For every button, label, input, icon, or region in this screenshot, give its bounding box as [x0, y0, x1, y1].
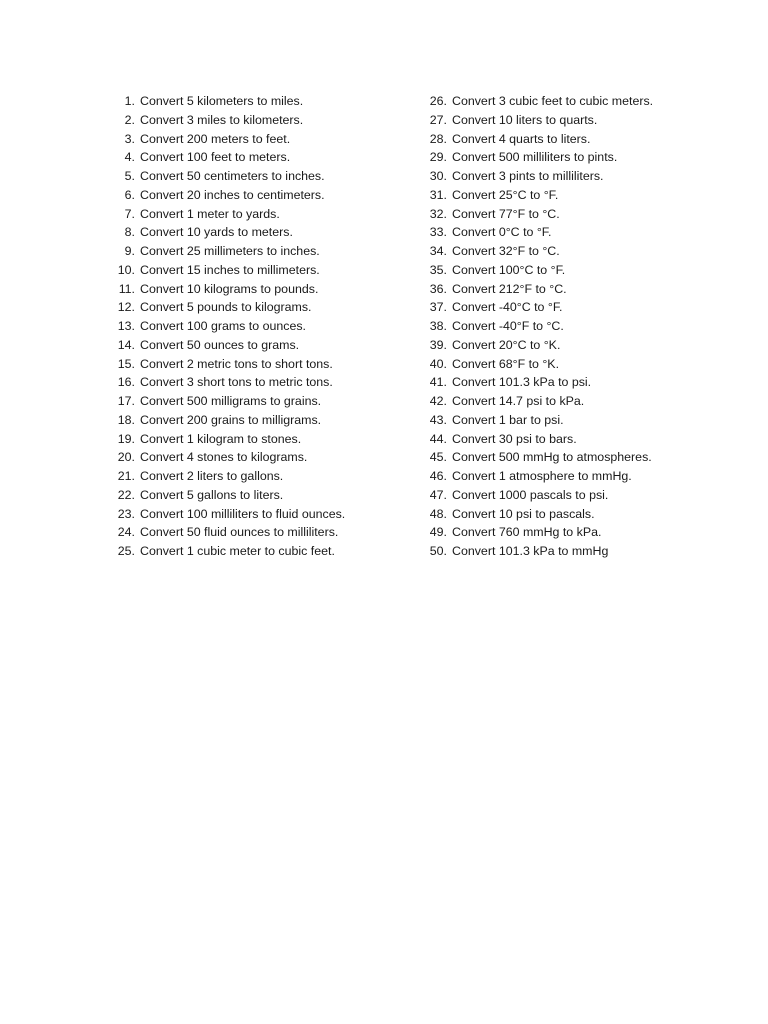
- question-number: 4.: [124, 150, 135, 165]
- question-text: Convert 2 liters to gallons.: [140, 469, 284, 483]
- question-item: [416, 92, 716, 111]
- question-text: Convert 14.7 psi to kPa.: [452, 394, 585, 408]
- question-item: [416, 430, 716, 449]
- question-text: Convert 500 milliliters to pints.: [452, 150, 618, 165]
- question-item: [100, 486, 400, 505]
- question-number: 25.: [117, 544, 135, 558]
- question-item: [416, 111, 716, 130]
- question-item: [100, 448, 400, 467]
- question-text: Convert 25°C to °F.: [452, 187, 559, 202]
- question-number: 15.: [117, 356, 135, 371]
- question-number: 1.: [124, 94, 135, 108]
- question-number: 5.: [124, 169, 135, 183]
- question-text: Convert 10 yards to meters.: [140, 225, 293, 240]
- question-item: [416, 242, 716, 261]
- question-item: [416, 523, 716, 542]
- question-item: [100, 392, 400, 411]
- question-item: [416, 542, 716, 561]
- question-number: 43.: [429, 412, 447, 427]
- question-text: Convert 101.3 kPa to psi.: [452, 375, 592, 390]
- question-item: [100, 317, 400, 336]
- question-number: 8.: [124, 225, 135, 240]
- question-item: [100, 92, 400, 111]
- question-number: 19.: [117, 431, 135, 446]
- question-number: 6.: [124, 187, 135, 202]
- question-number: 11.: [118, 281, 135, 296]
- question-item: [100, 430, 400, 449]
- question-text: Convert 500 milligrams to grains.: [140, 394, 322, 408]
- question-item: [100, 336, 400, 355]
- question-number: 16.: [117, 375, 135, 390]
- question-number: 29.: [429, 150, 447, 165]
- question-text: Convert 760 mmHg to kPa.: [452, 525, 602, 540]
- question-item: [100, 186, 400, 205]
- question-item: [416, 336, 716, 355]
- question-number: 44.: [429, 431, 447, 446]
- question-text: Convert -40°F to °C.: [452, 319, 564, 333]
- question-number: 14.: [117, 337, 135, 352]
- question-item: [100, 261, 400, 280]
- question-item: [416, 223, 716, 242]
- question-number: 21.: [117, 469, 135, 483]
- question-text: Convert 4 stones to kilograms.: [140, 450, 308, 465]
- question-item: [416, 186, 716, 205]
- question-number: 17.: [117, 394, 135, 408]
- question-item: [416, 486, 716, 505]
- question-number: 24.: [117, 525, 135, 540]
- question-text: Convert 1000 pascals to psi.: [452, 487, 609, 502]
- question-item: [100, 205, 400, 224]
- question-number: 36.: [429, 281, 447, 296]
- question-item: [416, 317, 716, 336]
- question-number: 13.: [117, 319, 135, 333]
- question-number: 27.: [429, 112, 447, 127]
- question-text: Convert 10 kilograms to pounds.: [140, 281, 319, 296]
- question-number: 7.: [124, 206, 135, 221]
- question-item: [100, 298, 400, 317]
- question-number: 10.: [117, 262, 135, 277]
- question-number: 33.: [429, 225, 447, 240]
- question-text: Convert 1 meter to yards.: [140, 206, 280, 221]
- question-text: Convert 2 metric tons to short tons.: [140, 356, 333, 371]
- question-item: [416, 148, 716, 167]
- question-number: 20.: [117, 450, 135, 465]
- question-text: Convert 0°C to °F.: [452, 225, 552, 240]
- question-item: [100, 280, 400, 299]
- question-item: [100, 505, 400, 524]
- question-number: 45.: [429, 450, 447, 465]
- question-text: Convert 5 gallons to liters.: [140, 487, 284, 502]
- question-text: Convert 20 inches to centimeters.: [140, 187, 325, 202]
- question-text: Convert 4 quarts to liters.: [452, 131, 591, 146]
- question-text: Convert 5 pounds to kilograms.: [140, 300, 312, 315]
- question-text: Convert 200 grains to milligrams.: [140, 412, 322, 427]
- question-item: [100, 167, 400, 186]
- question-item: [416, 298, 716, 317]
- question-item: [100, 223, 400, 242]
- question-text: Convert 200 meters to feet.: [140, 131, 291, 146]
- question-item: [100, 130, 400, 149]
- question-item: [416, 280, 716, 299]
- question-text: Convert 500 mmHg to atmospheres.: [452, 450, 652, 465]
- question-item: [416, 505, 716, 524]
- question-text: Convert 5 kilometers to miles.: [140, 94, 304, 108]
- question-item: [100, 467, 400, 486]
- question-number: 22.: [117, 487, 135, 502]
- question-number: 28.: [429, 131, 447, 146]
- question-text: Convert 1 cubic meter to cubic feet.: [140, 544, 335, 558]
- question-text: Convert 10 psi to pascals.: [452, 506, 595, 521]
- question-text: Convert -40°C to °F.: [452, 300, 563, 315]
- question-text: Convert 10 liters to quarts.: [452, 112, 598, 127]
- question-item: [416, 355, 716, 374]
- question-number: 46.: [429, 469, 447, 483]
- question-text: Convert 100 feet to meters.: [140, 150, 291, 165]
- question-text: Convert 101.3 kPa to mmHg: [452, 544, 609, 558]
- question-text: Convert 20°C to °K.: [452, 337, 561, 352]
- question-number: 2.: [124, 112, 135, 127]
- question-number: 35.: [429, 262, 447, 277]
- question-number: 47.: [429, 487, 447, 502]
- question-text: Convert 3 miles to kilometers.: [140, 112, 304, 127]
- question-text: Convert 3 cubic feet to cubic meters.: [452, 94, 654, 108]
- question-item: [416, 167, 716, 186]
- question-text: Convert 50 ounces to grams.: [140, 337, 300, 352]
- question-number: 31.: [429, 187, 447, 202]
- question-number: 34.: [429, 244, 447, 258]
- question-number: 42.: [429, 394, 447, 408]
- questions-right-column: [416, 92, 716, 561]
- question-item: [416, 205, 716, 224]
- question-item: [416, 467, 716, 486]
- question-number: 48.: [429, 506, 447, 521]
- question-item: [416, 392, 716, 411]
- question-item: [416, 411, 716, 430]
- question-item: [100, 542, 400, 561]
- question-number: 38.: [429, 319, 447, 333]
- question-text: Convert 50 centimeters to inches.: [140, 169, 325, 183]
- question-text: Convert 212°F to °C.: [452, 281, 567, 296]
- question-number: 49.: [429, 525, 447, 540]
- question-text: Convert 100 milliliters to fluid ounces.: [140, 506, 346, 521]
- question-number: 9.: [124, 244, 135, 258]
- question-item: [100, 411, 400, 430]
- question-text: Convert 3 pints to milliliters.: [452, 169, 604, 183]
- question-item: [416, 130, 716, 149]
- question-number: 18.: [117, 412, 135, 427]
- question-number: 32.: [429, 206, 447, 221]
- question-item: [100, 373, 400, 392]
- question-text: Convert 15 inches to millimeters.: [140, 262, 320, 277]
- question-item: [100, 355, 400, 374]
- question-item: [416, 261, 716, 280]
- question-text: Convert 30 psi to bars.: [452, 431, 577, 446]
- question-text: Convert 3 short tons to metric tons.: [140, 375, 333, 390]
- question-number: 30.: [429, 169, 447, 183]
- question-text: Convert 100°C to °F.: [452, 262, 566, 277]
- question-text: Convert 100 grams to ounces.: [140, 319, 306, 333]
- question-number: 50.: [429, 544, 447, 558]
- questions-left-column: [100, 92, 400, 561]
- question-item: [100, 111, 400, 130]
- question-text: Convert 68°F to °K.: [452, 356, 560, 371]
- question-item: [416, 448, 716, 467]
- question-item: [416, 373, 716, 392]
- question-item: [100, 523, 400, 542]
- question-number: 37.: [429, 300, 447, 315]
- question-item: [100, 242, 400, 261]
- question-text: Convert 32°F to °C.: [452, 244, 560, 258]
- question-number: 23.: [117, 506, 135, 521]
- question-number: 26.: [429, 94, 447, 108]
- question-number: 3.: [124, 131, 135, 146]
- question-text: Convert 50 fluid ounces to milliliters.: [140, 525, 339, 540]
- question-number: 41.: [429, 375, 447, 390]
- question-number: 40.: [429, 356, 447, 371]
- question-text: Convert 77°F to °C.: [452, 206, 560, 221]
- question-number: 39.: [429, 337, 447, 352]
- question-text: Convert 1 bar to psi.: [452, 412, 564, 427]
- question-text: Convert 1 kilogram to stones.: [140, 431, 302, 446]
- question-text: Convert 25 millimeters to inches.: [140, 244, 320, 258]
- question-text: Convert 1 atmosphere to mmHg.: [452, 469, 632, 483]
- question-number: 12.: [117, 300, 135, 315]
- question-item: [100, 148, 400, 167]
